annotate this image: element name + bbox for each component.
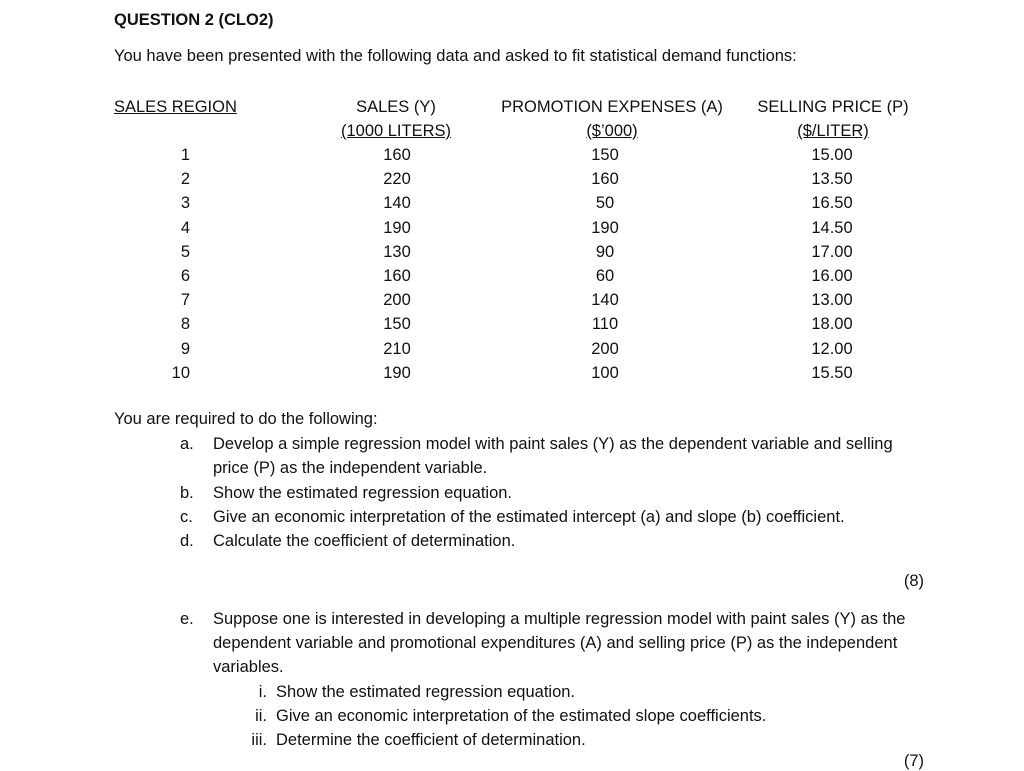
cell-sales: 190 [383,363,411,382]
cell-region: 6 [180,266,190,285]
table-row [0,216,1024,240]
cell-region: 4 [180,218,190,237]
cell-region: 8 [180,315,190,334]
cell-region: 1 [180,146,190,164]
item-marker: b. [180,484,194,502]
cell-sales: 190 [383,218,411,237]
cell-sales: 210 [383,339,411,358]
sub-item-marker: ii. [255,707,267,725]
header-sales-label: SALES (Y) [356,98,436,116]
header-price [752,95,914,143]
cell-price: 15.00 [811,146,853,164]
cell-price: 13.00 [811,291,853,310]
cell-sales: 220 [383,170,411,189]
cell-sales: 150 [383,315,411,334]
sub-item-marker: iii. [251,731,267,749]
data-table [0,143,1024,385]
item-marker: c. [180,508,193,526]
cell-price: 16.00 [811,266,853,285]
sub-list-item [243,704,863,728]
requirements-lead: You are required to do the following: [114,410,378,428]
list-item [180,432,930,480]
cell-price: 16.50 [811,194,853,213]
header-price-label: SELLING PRICE (P) [757,98,909,116]
cell-price: 13.50 [811,170,853,189]
cell-price: 17.00 [811,242,853,261]
sub-list-item [243,728,863,752]
cell-region: 5 [180,242,190,261]
cell-sales: 200 [383,291,411,310]
cell-sales: 140 [383,194,411,213]
cell-region: 3 [180,194,190,213]
cell-price: 12.00 [811,339,853,358]
item-text: Suppose one is interested in developing a multiple regression model with paint sales (Y) as the dependent variable and promotional expenditures (A) and selling price (P) as the independent variables. [213,610,906,676]
header-promotion [496,95,728,143]
cell-region: 10 [171,363,190,382]
list-item [180,607,930,679]
sub-item-text: Give an economic interpretation of the estimated slope coefficients. [276,707,767,725]
cell-sales: 130 [383,242,411,261]
item-marker: e. [180,610,194,628]
item-text: Give an economic interpretation of the estimated intercept (a) and slope (b) coefficient. [213,508,845,526]
item-text: Show the estimated regression equation. [213,484,513,502]
cell-promo: 190 [591,218,619,237]
cell-promo: 100 [591,363,619,382]
table-row [0,264,1024,288]
table-row [0,312,1024,336]
cell-region: 2 [180,170,190,189]
cell-promo: 140 [591,291,619,310]
cell-promo: 60 [595,266,615,285]
item-marker: d. [180,532,194,550]
header-region-label: SALES REGION [114,98,237,116]
table-row [0,240,1024,264]
table-row [0,337,1024,361]
sub-item-marker: i. [258,683,267,701]
item-marker: a. [180,435,194,453]
cell-sales: 160 [383,266,411,285]
cell-promo: 90 [595,242,615,261]
cell-region: 9 [180,339,190,358]
question-intro: You have been presented with the following data and asked to fit statistical demand functions: [114,47,797,65]
marks-part-1: (8) [903,572,924,590]
table-row [0,167,1024,191]
list-item [180,481,930,505]
cell-price: 18.00 [811,315,853,334]
question-title: QUESTION 2 (CLO2) [114,11,274,29]
cell-region: 7 [180,291,190,310]
header-promo-unit: ($’000) [586,122,638,140]
cell-price: 14.50 [811,218,853,237]
header-price-unit: ($/LITER) [797,122,869,140]
sub-item-text: Determine the coefficient of determination. [276,731,586,749]
header-promo-label: PROMOTION EXPENSES (A) [501,98,723,116]
header-sales [330,95,462,143]
header-sales-unit: (1000 LITERS) [340,122,452,140]
table-row [0,143,1024,167]
cell-promo: 150 [591,146,619,164]
cell-promo: 110 [591,315,619,334]
item-text: Develop a simple regression model with paint sales (Y) as the dependent variable and selling price (P) as the independent variable. [213,435,893,477]
header-promo-unit-wrap [496,119,728,143]
header-sales-region [114,95,237,119]
cell-sales: 160 [383,146,411,164]
cell-promo: 200 [591,339,619,358]
table-row [0,288,1024,312]
list-item [180,505,930,529]
header-price-unit-wrap [752,119,914,143]
table-row [0,361,1024,385]
list-item [180,529,930,553]
item-text: Calculate the coefficient of determination. [213,532,516,550]
sub-list-item [243,680,863,704]
cell-price: 15.50 [811,363,853,382]
cell-promo: 160 [591,170,619,189]
marks-part-2: (7) [903,752,924,770]
cell-promo: 50 [595,194,615,213]
table-row [0,191,1024,215]
sub-item-text: Show the estimated regression equation. [276,683,576,701]
